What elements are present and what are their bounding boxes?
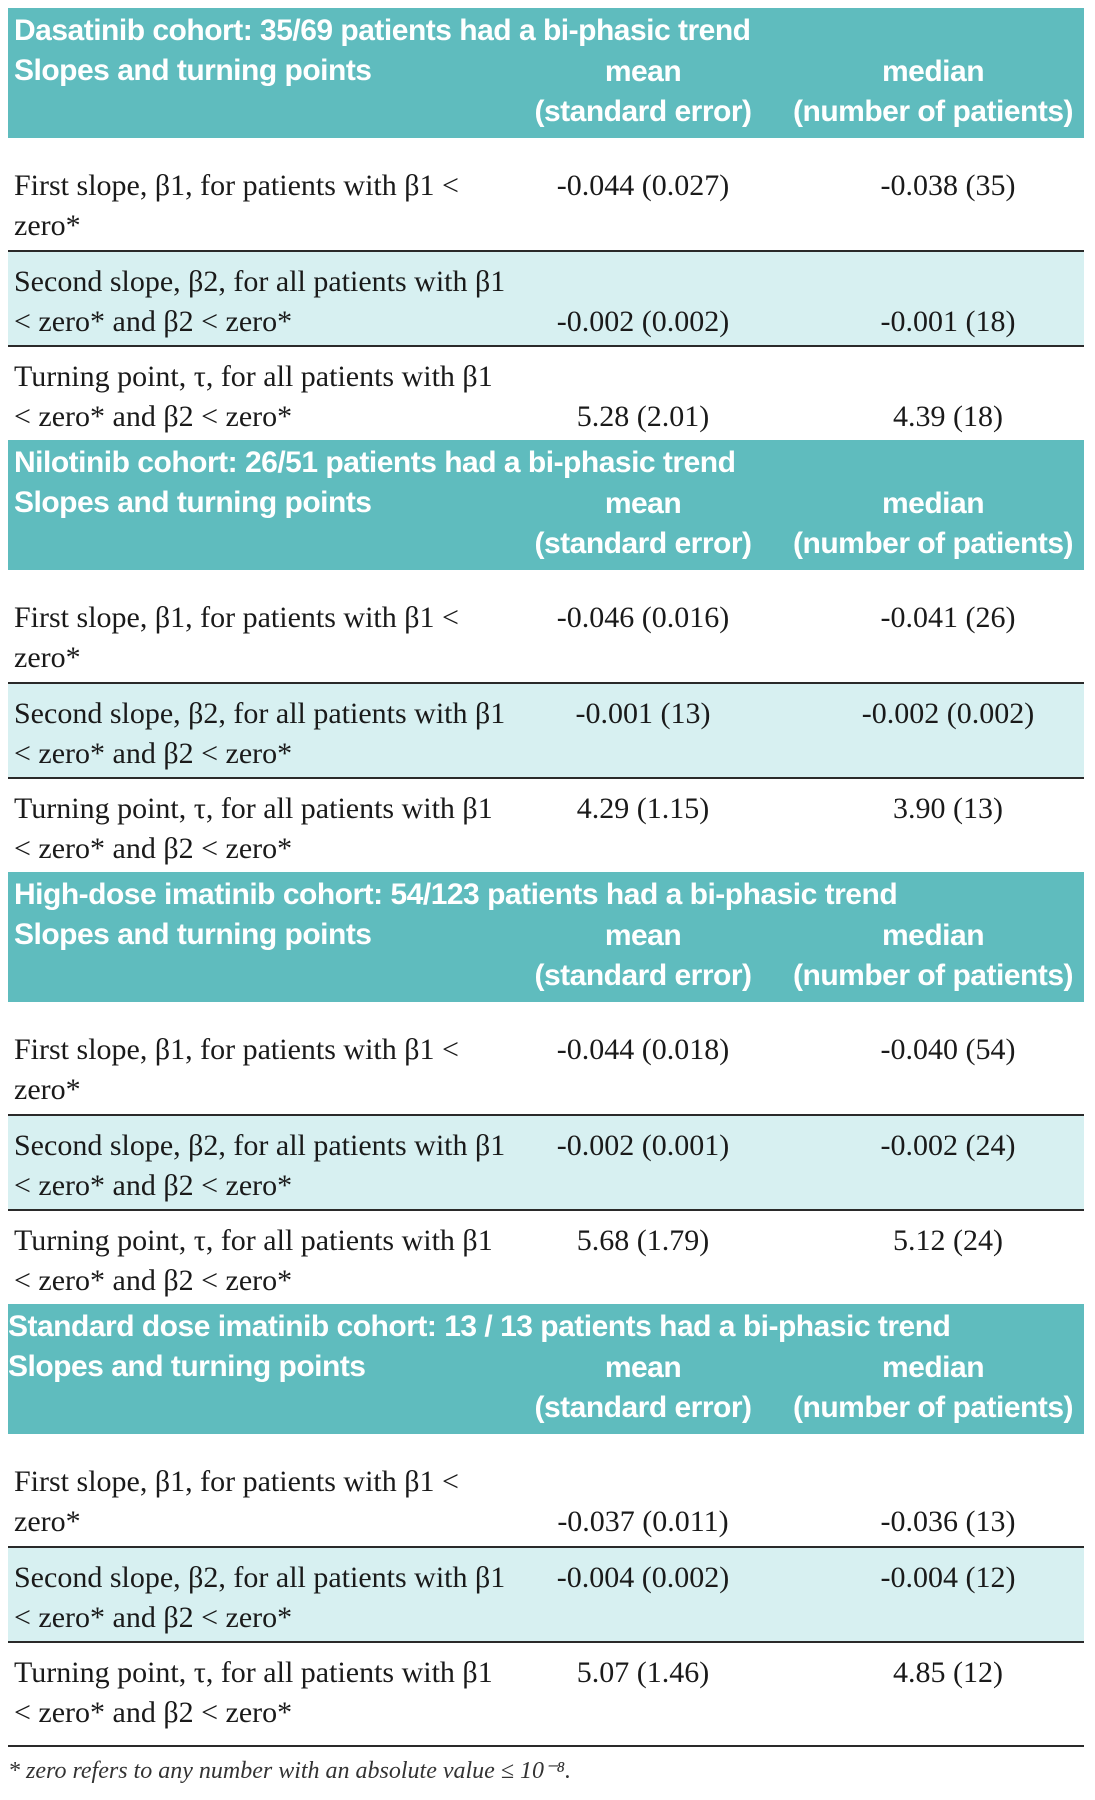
table-row-first-slope bbox=[8, 1434, 1084, 1548]
table-row-second-slope bbox=[8, 684, 1084, 779]
column-header-label: Slopes and turning points bbox=[14, 918, 372, 951]
cell-mean: -0.002 (0.002) bbox=[556, 305, 730, 338]
column-header-mean: mean (standard error) bbox=[534, 55, 752, 128]
row-label: Turning point, τ, for all patients with β1 < zero* and β2 < zero* bbox=[14, 360, 493, 433]
table-bottom-rule bbox=[8, 1745, 1084, 1747]
row-label: Turning point, τ, for all patients with β1 < zero* and β2 < zero* bbox=[14, 1656, 493, 1729]
row-label: First slope, β1, for patients with β1 < zero* bbox=[14, 601, 459, 674]
cohort-section-high-dose-imatinib bbox=[8, 872, 1084, 1304]
cell-mean: -0.046 (0.016) bbox=[556, 601, 730, 634]
cohort-header bbox=[8, 440, 1084, 570]
table-row-second-slope bbox=[8, 252, 1084, 347]
footnote: * zero refers to any number with an absolute value ≤ 10⁻⁸. bbox=[8, 1758, 572, 1784]
cohort-title: Dasatinib cohort: 35/69 patients had a bi-phasic trend bbox=[14, 14, 751, 47]
cohort-section-nilotinib bbox=[8, 440, 1084, 872]
cell-median: -0.002 (0.002) bbox=[861, 697, 1035, 730]
row-label: Second slope, β2, for all patients with β1 < zero* and β2 < zero* bbox=[14, 1561, 506, 1634]
cohort-title: Nilotinib cohort: 26/51 patients had a bi-phasic trend bbox=[14, 446, 736, 479]
table-row-turning-point bbox=[8, 1643, 1084, 1736]
column-header-median: median (number of patients) bbox=[793, 1351, 1073, 1424]
cell-median: 5.12 (24) bbox=[893, 1224, 1003, 1257]
cell-mean: -0.004 (0.002) bbox=[556, 1561, 730, 1594]
cell-median: 3.90 (13) bbox=[893, 792, 1003, 825]
table-row-turning-point bbox=[8, 347, 1084, 440]
table-row-second-slope bbox=[8, 1116, 1084, 1211]
cohort-title: High-dose imatinib cohort: 54/123 patients had a bi-phasic trend bbox=[14, 878, 898, 911]
column-header-mean: mean (standard error) bbox=[534, 1351, 752, 1424]
row-label: First slope, β1, for patients with β1 < zero* bbox=[14, 169, 459, 242]
table-row-turning-point bbox=[8, 1211, 1084, 1304]
results-table bbox=[8, 8, 1084, 1736]
cell-mean: -0.037 (0.011) bbox=[557, 1505, 729, 1538]
cell-mean: -0.044 (0.027) bbox=[556, 169, 730, 202]
cell-mean: 5.07 (1.46) bbox=[576, 1656, 710, 1689]
row-label: First slope, β1, for patients with β1 < zero* bbox=[14, 1033, 459, 1106]
cell-median: -0.040 (54) bbox=[880, 1033, 1016, 1066]
cell-median: -0.001 (18) bbox=[880, 305, 1016, 338]
cell-mean: -0.002 (0.001) bbox=[556, 1129, 730, 1162]
row-label: First slope, β1, for patients with β1 < zero* bbox=[14, 1465, 459, 1538]
column-header-label: Slopes and turning points bbox=[14, 54, 372, 87]
column-header-mean: mean (standard error) bbox=[534, 919, 752, 992]
table-row-turning-point bbox=[8, 779, 1084, 872]
cell-median: -0.038 (35) bbox=[880, 169, 1016, 202]
table-row-second-slope bbox=[8, 1548, 1084, 1643]
column-header-label: Slopes and turning points bbox=[14, 486, 372, 519]
cohort-header bbox=[8, 1304, 1084, 1434]
cell-median: 4.39 (18) bbox=[893, 400, 1003, 433]
column-header-mean: mean (standard error) bbox=[534, 487, 752, 560]
cell-median: 4.85 (12) bbox=[893, 1656, 1003, 1689]
cohort-title: Standard dose imatinib cohort: 13 / 13 patients had a bi-phasic trend bbox=[8, 1310, 951, 1343]
table-row-first-slope bbox=[8, 570, 1084, 684]
cohort-section-dasatinib bbox=[8, 8, 1084, 440]
cell-mean: -0.001 (13) bbox=[575, 697, 711, 730]
cell-mean: 5.28 (2.01) bbox=[576, 400, 710, 433]
row-label: Second slope, β2, for all patients with β1 < zero* and β2 < zero* bbox=[14, 1129, 506, 1202]
cell-median: -0.004 (12) bbox=[880, 1561, 1016, 1594]
cell-median: -0.002 (24) bbox=[880, 1129, 1016, 1162]
row-label: Second slope, β2, for all patients with β1 < zero* and β2 < zero* bbox=[14, 265, 506, 338]
row-label: Second slope, β2, for all patients with β1 < zero* and β2 < zero* bbox=[14, 697, 506, 770]
cohort-header bbox=[8, 8, 1084, 138]
cohort-header bbox=[8, 872, 1084, 1002]
table-row-first-slope bbox=[8, 138, 1084, 252]
table-row-first-slope bbox=[8, 1002, 1084, 1116]
row-label: Turning point, τ, for all patients with β1 < zero* and β2 < zero* bbox=[14, 792, 493, 865]
cell-mean: 4.29 (1.15) bbox=[576, 792, 710, 825]
column-header-median: median (number of patients) bbox=[793, 55, 1073, 128]
column-header-median: median (number of patients) bbox=[793, 487, 1073, 560]
cell-median: -0.036 (13) bbox=[880, 1505, 1016, 1538]
cell-median: -0.041 (26) bbox=[880, 601, 1016, 634]
cell-mean: -0.044 (0.018) bbox=[556, 1033, 730, 1066]
column-header-label: Slopes and turning points bbox=[8, 1350, 366, 1383]
cell-mean: 5.68 (1.79) bbox=[576, 1224, 710, 1257]
cohort-section-standard-dose-imatinib bbox=[8, 1304, 1084, 1736]
column-header-median: median (number of patients) bbox=[793, 919, 1073, 992]
row-label: Turning point, τ, for all patients with β1 < zero* and β2 < zero* bbox=[14, 1224, 493, 1297]
